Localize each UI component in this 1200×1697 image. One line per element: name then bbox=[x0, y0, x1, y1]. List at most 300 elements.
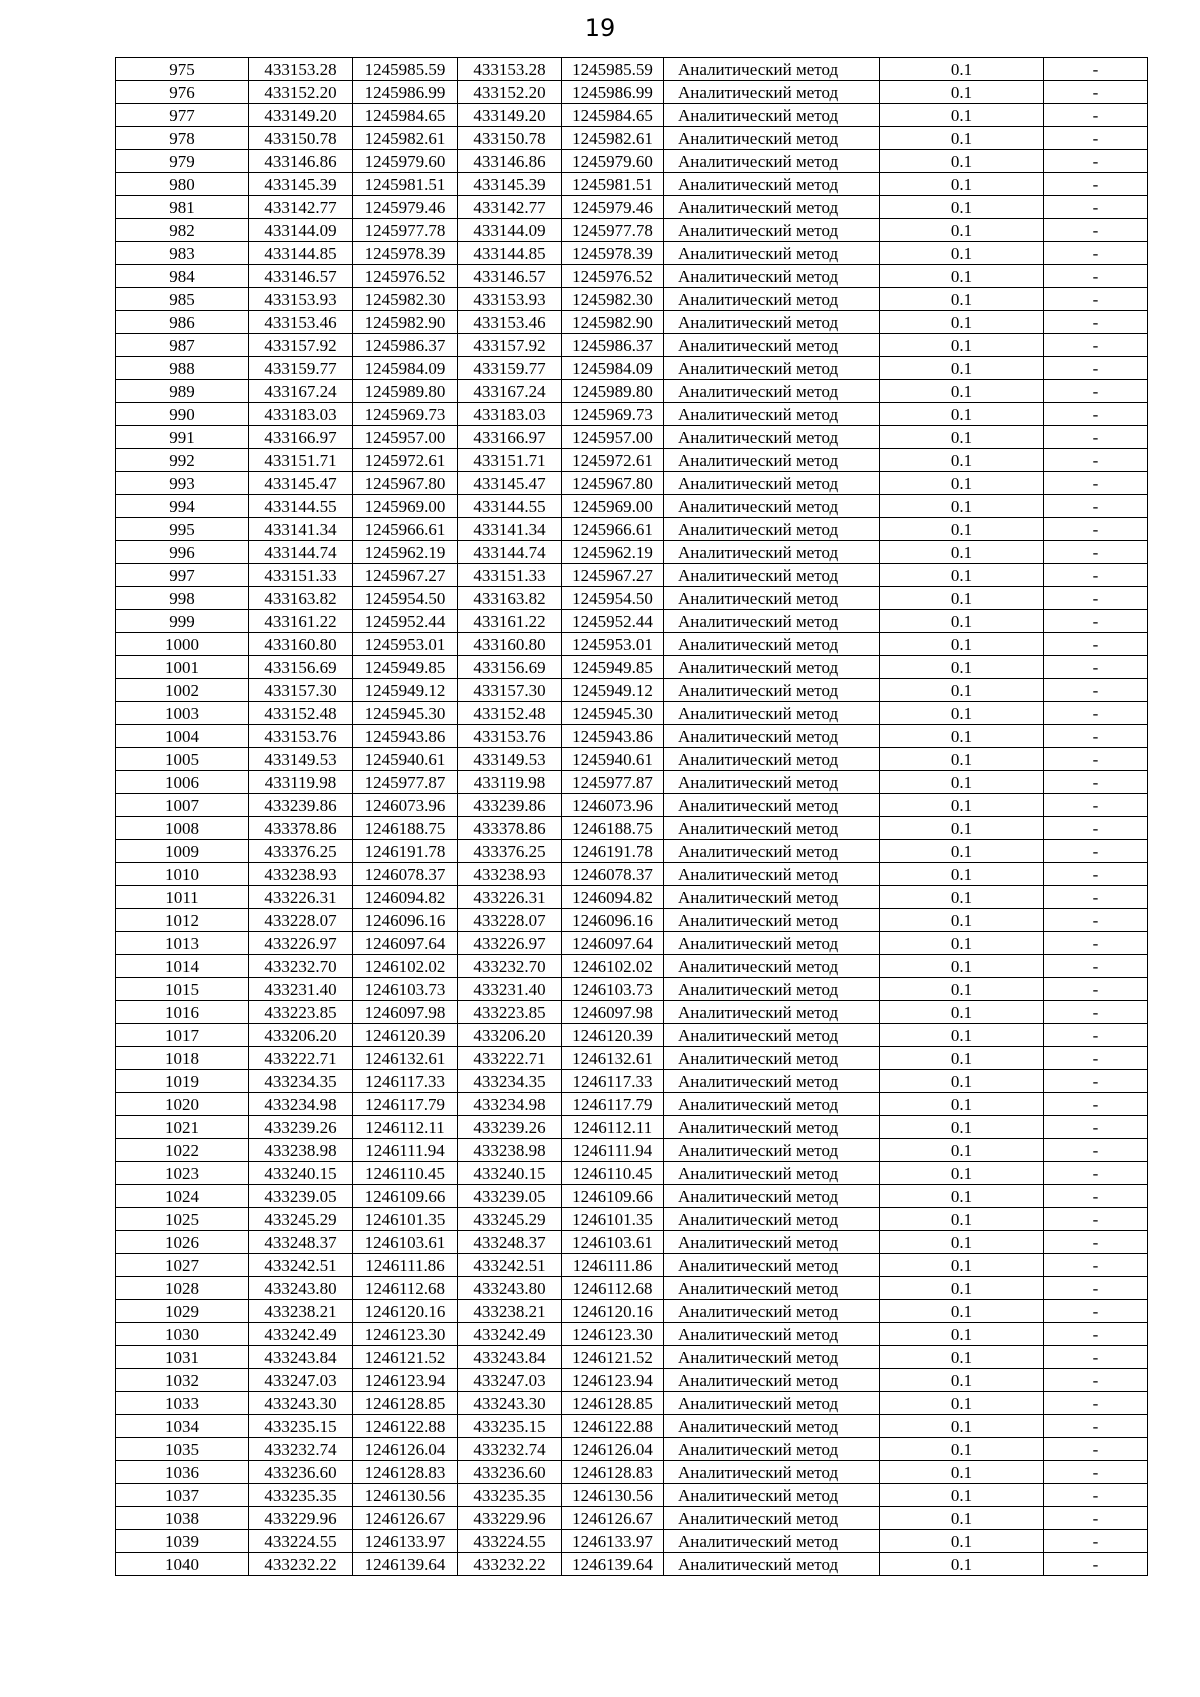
x-existing-cell: 433144.74 bbox=[249, 541, 353, 564]
x-refined-cell: 433151.71 bbox=[458, 449, 562, 472]
x-existing-cell: 433152.48 bbox=[249, 702, 353, 725]
x-existing-cell: 433248.37 bbox=[249, 1231, 353, 1254]
point-number-cell: 990 bbox=[116, 403, 249, 426]
y-refined-cell: 1245957.00 bbox=[562, 426, 664, 449]
y-existing-cell: 1246073.96 bbox=[353, 794, 458, 817]
method-cell: Аналитический метод bbox=[664, 357, 880, 380]
y-refined-cell: 1245945.30 bbox=[562, 702, 664, 725]
accuracy-cell: 0.1 bbox=[880, 1231, 1044, 1254]
accuracy-cell: 0.1 bbox=[880, 242, 1044, 265]
y-existing-cell: 1245981.51 bbox=[353, 173, 458, 196]
x-refined-cell: 433167.24 bbox=[458, 380, 562, 403]
y-refined-cell: 1246122.88 bbox=[562, 1415, 664, 1438]
point-number-cell: 997 bbox=[116, 564, 249, 587]
accuracy-cell: 0.1 bbox=[880, 1162, 1044, 1185]
method-cell: Аналитический метод bbox=[664, 81, 880, 104]
y-existing-cell: 1245969.73 bbox=[353, 403, 458, 426]
y-existing-cell: 1245945.30 bbox=[353, 702, 458, 725]
y-existing-cell: 1245984.09 bbox=[353, 357, 458, 380]
accuracy-cell: 0.1 bbox=[880, 1346, 1044, 1369]
point-number-cell: 1037 bbox=[116, 1484, 249, 1507]
point-number-cell: 1003 bbox=[116, 702, 249, 725]
point-number-cell: 988 bbox=[116, 357, 249, 380]
accuracy-cell: 0.1 bbox=[880, 725, 1044, 748]
note-cell: - bbox=[1044, 1093, 1148, 1116]
note-cell: - bbox=[1044, 587, 1148, 610]
note-cell: - bbox=[1044, 863, 1148, 886]
y-existing-cell: 1245986.99 bbox=[353, 81, 458, 104]
x-existing-cell: 433142.77 bbox=[249, 196, 353, 219]
accuracy-cell: 0.1 bbox=[880, 978, 1044, 1001]
y-refined-cell: 1245969.73 bbox=[562, 403, 664, 426]
x-refined-cell: 433222.71 bbox=[458, 1047, 562, 1070]
y-existing-cell: 1245982.90 bbox=[353, 311, 458, 334]
y-existing-cell: 1245972.61 bbox=[353, 449, 458, 472]
point-number-cell: 991 bbox=[116, 426, 249, 449]
method-cell: Аналитический метод bbox=[664, 1553, 880, 1576]
accuracy-cell: 0.1 bbox=[880, 656, 1044, 679]
x-existing-cell: 433240.15 bbox=[249, 1162, 353, 1185]
table-row bbox=[116, 58, 1148, 81]
y-existing-cell: 1246188.75 bbox=[353, 817, 458, 840]
y-refined-cell: 1245986.37 bbox=[562, 334, 664, 357]
point-number-cell: 1023 bbox=[116, 1162, 249, 1185]
table-row bbox=[116, 150, 1148, 173]
table-row bbox=[116, 219, 1148, 242]
y-existing-cell: 1246109.66 bbox=[353, 1185, 458, 1208]
point-number-cell: 998 bbox=[116, 587, 249, 610]
y-refined-cell: 1246112.68 bbox=[562, 1277, 664, 1300]
table-row bbox=[116, 840, 1148, 863]
point-number-cell: 977 bbox=[116, 104, 249, 127]
point-number-cell: 989 bbox=[116, 380, 249, 403]
note-cell: - bbox=[1044, 771, 1148, 794]
point-number-cell: 1010 bbox=[116, 863, 249, 886]
x-refined-cell: 433224.55 bbox=[458, 1530, 562, 1553]
accuracy-cell: 0.1 bbox=[880, 1254, 1044, 1277]
method-cell: Аналитический метод bbox=[664, 1484, 880, 1507]
y-refined-cell: 1245979.60 bbox=[562, 150, 664, 173]
note-cell: - bbox=[1044, 564, 1148, 587]
y-existing-cell: 1246097.98 bbox=[353, 1001, 458, 1024]
accuracy-cell: 0.1 bbox=[880, 403, 1044, 426]
x-refined-cell: 433153.46 bbox=[458, 311, 562, 334]
y-refined-cell: 1245943.86 bbox=[562, 725, 664, 748]
note-cell: - bbox=[1044, 1300, 1148, 1323]
point-number-cell: 978 bbox=[116, 127, 249, 150]
point-number-cell: 992 bbox=[116, 449, 249, 472]
table-row bbox=[116, 380, 1148, 403]
accuracy-cell: 0.1 bbox=[880, 633, 1044, 656]
method-cell: Аналитический метод bbox=[664, 1415, 880, 1438]
method-cell: Аналитический метод bbox=[664, 495, 880, 518]
x-existing-cell: 433160.80 bbox=[249, 633, 353, 656]
table-row bbox=[116, 1415, 1148, 1438]
point-number-cell: 1026 bbox=[116, 1231, 249, 1254]
table-row bbox=[116, 1484, 1148, 1507]
y-refined-cell: 1245977.78 bbox=[562, 219, 664, 242]
y-refined-cell: 1246120.16 bbox=[562, 1300, 664, 1323]
method-cell: Аналитический метод bbox=[664, 1162, 880, 1185]
note-cell: - bbox=[1044, 1185, 1148, 1208]
point-number-cell: 1008 bbox=[116, 817, 249, 840]
x-existing-cell: 433238.21 bbox=[249, 1300, 353, 1323]
y-refined-cell: 1246120.39 bbox=[562, 1024, 664, 1047]
method-cell: Аналитический метод bbox=[664, 794, 880, 817]
table-row bbox=[116, 1553, 1148, 1576]
x-existing-cell: 433149.20 bbox=[249, 104, 353, 127]
point-number-cell: 1020 bbox=[116, 1093, 249, 1116]
note-cell: - bbox=[1044, 288, 1148, 311]
point-number-cell: 1040 bbox=[116, 1553, 249, 1576]
note-cell: - bbox=[1044, 1254, 1148, 1277]
y-refined-cell: 1246111.94 bbox=[562, 1139, 664, 1162]
point-number-cell: 1022 bbox=[116, 1139, 249, 1162]
method-cell: Аналитический метод bbox=[664, 725, 880, 748]
x-existing-cell: 433226.31 bbox=[249, 886, 353, 909]
point-number-cell: 994 bbox=[116, 495, 249, 518]
x-existing-cell: 433152.20 bbox=[249, 81, 353, 104]
table-row bbox=[116, 817, 1148, 840]
y-existing-cell: 1246128.83 bbox=[353, 1461, 458, 1484]
table-row bbox=[116, 104, 1148, 127]
note-cell: - bbox=[1044, 1346, 1148, 1369]
note-cell: - bbox=[1044, 495, 1148, 518]
accuracy-cell: 0.1 bbox=[880, 794, 1044, 817]
y-existing-cell: 1246120.39 bbox=[353, 1024, 458, 1047]
point-number-cell: 986 bbox=[116, 311, 249, 334]
x-refined-cell: 433226.97 bbox=[458, 932, 562, 955]
x-refined-cell: 433144.74 bbox=[458, 541, 562, 564]
y-refined-cell: 1246078.37 bbox=[562, 863, 664, 886]
point-number-cell: 981 bbox=[116, 196, 249, 219]
x-existing-cell: 433153.93 bbox=[249, 288, 353, 311]
method-cell: Аналитический метод bbox=[664, 886, 880, 909]
method-cell: Аналитический метод bbox=[664, 104, 880, 127]
point-number-cell: 1024 bbox=[116, 1185, 249, 1208]
x-existing-cell: 433231.40 bbox=[249, 978, 353, 1001]
note-cell: - bbox=[1044, 886, 1148, 909]
accuracy-cell: 0.1 bbox=[880, 1553, 1044, 1576]
table-row bbox=[116, 771, 1148, 794]
x-refined-cell: 433153.76 bbox=[458, 725, 562, 748]
point-number-cell: 1001 bbox=[116, 656, 249, 679]
table-row bbox=[116, 1116, 1148, 1139]
x-refined-cell: 433248.37 bbox=[458, 1231, 562, 1254]
table-row bbox=[116, 1047, 1148, 1070]
x-existing-cell: 433239.05 bbox=[249, 1185, 353, 1208]
x-existing-cell: 433144.09 bbox=[249, 219, 353, 242]
note-cell: - bbox=[1044, 242, 1148, 265]
point-number-cell: 1016 bbox=[116, 1001, 249, 1024]
note-cell: - bbox=[1044, 1139, 1148, 1162]
method-cell: Аналитический метод bbox=[664, 1369, 880, 1392]
x-refined-cell: 433166.97 bbox=[458, 426, 562, 449]
accuracy-cell: 0.1 bbox=[880, 1070, 1044, 1093]
note-cell: - bbox=[1044, 58, 1148, 81]
x-existing-cell: 433161.22 bbox=[249, 610, 353, 633]
table-row bbox=[116, 265, 1148, 288]
y-existing-cell: 1246133.97 bbox=[353, 1530, 458, 1553]
table-row bbox=[116, 311, 1148, 334]
note-cell: - bbox=[1044, 104, 1148, 127]
x-existing-cell: 433153.28 bbox=[249, 58, 353, 81]
point-number-cell: 987 bbox=[116, 334, 249, 357]
y-refined-cell: 1245953.01 bbox=[562, 633, 664, 656]
accuracy-cell: 0.1 bbox=[880, 288, 1044, 311]
method-cell: Аналитический метод bbox=[664, 1185, 880, 1208]
method-cell: Аналитический метод bbox=[664, 748, 880, 771]
y-refined-cell: 1246097.64 bbox=[562, 932, 664, 955]
note-cell: - bbox=[1044, 1323, 1148, 1346]
y-refined-cell: 1245967.80 bbox=[562, 472, 664, 495]
x-existing-cell: 433242.49 bbox=[249, 1323, 353, 1346]
point-number-cell: 999 bbox=[116, 610, 249, 633]
y-existing-cell: 1246102.02 bbox=[353, 955, 458, 978]
accuracy-cell: 0.1 bbox=[880, 1001, 1044, 1024]
x-refined-cell: 433152.20 bbox=[458, 81, 562, 104]
note-cell: - bbox=[1044, 426, 1148, 449]
accuracy-cell: 0.1 bbox=[880, 1507, 1044, 1530]
coordinates-table bbox=[115, 57, 1148, 1576]
table-row bbox=[116, 1024, 1148, 1047]
method-cell: Аналитический метод bbox=[664, 288, 880, 311]
note-cell: - bbox=[1044, 1047, 1148, 1070]
note-cell: - bbox=[1044, 541, 1148, 564]
note-cell: - bbox=[1044, 656, 1148, 679]
y-refined-cell: 1245969.00 bbox=[562, 495, 664, 518]
x-existing-cell: 433206.20 bbox=[249, 1024, 353, 1047]
y-refined-cell: 1246123.94 bbox=[562, 1369, 664, 1392]
note-cell: - bbox=[1044, 1369, 1148, 1392]
x-refined-cell: 433378.86 bbox=[458, 817, 562, 840]
note-cell: - bbox=[1044, 1484, 1148, 1507]
accuracy-cell: 0.1 bbox=[880, 1185, 1044, 1208]
y-existing-cell: 1245949.85 bbox=[353, 656, 458, 679]
note-cell: - bbox=[1044, 909, 1148, 932]
method-cell: Аналитический метод bbox=[664, 311, 880, 334]
x-refined-cell: 433160.80 bbox=[458, 633, 562, 656]
table-row bbox=[116, 794, 1148, 817]
accuracy-cell: 0.1 bbox=[880, 587, 1044, 610]
note-cell: - bbox=[1044, 794, 1148, 817]
table-row bbox=[116, 1093, 1148, 1116]
method-cell: Аналитический метод bbox=[664, 472, 880, 495]
x-refined-cell: 433376.25 bbox=[458, 840, 562, 863]
y-refined-cell: 1246112.11 bbox=[562, 1116, 664, 1139]
accuracy-cell: 0.1 bbox=[880, 1530, 1044, 1553]
table-row bbox=[116, 1392, 1148, 1415]
accuracy-cell: 0.1 bbox=[880, 610, 1044, 633]
table-row bbox=[116, 541, 1148, 564]
x-existing-cell: 433153.76 bbox=[249, 725, 353, 748]
y-refined-cell: 1246101.35 bbox=[562, 1208, 664, 1231]
note-cell: - bbox=[1044, 1530, 1148, 1553]
x-refined-cell: 433146.57 bbox=[458, 265, 562, 288]
y-refined-cell: 1245982.30 bbox=[562, 288, 664, 311]
y-refined-cell: 1246128.83 bbox=[562, 1461, 664, 1484]
table-row bbox=[116, 1208, 1148, 1231]
y-refined-cell: 1246128.85 bbox=[562, 1392, 664, 1415]
point-number-cell: 1015 bbox=[116, 978, 249, 1001]
table-row bbox=[116, 288, 1148, 311]
method-cell: Аналитический метод bbox=[664, 150, 880, 173]
y-existing-cell: 1245949.12 bbox=[353, 679, 458, 702]
y-existing-cell: 1245957.00 bbox=[353, 426, 458, 449]
accuracy-cell: 0.1 bbox=[880, 495, 1044, 518]
point-number-cell: 1005 bbox=[116, 748, 249, 771]
note-cell: - bbox=[1044, 472, 1148, 495]
point-number-cell: 1039 bbox=[116, 1530, 249, 1553]
method-cell: Аналитический метод bbox=[664, 909, 880, 932]
x-refined-cell: 433146.86 bbox=[458, 150, 562, 173]
y-refined-cell: 1246126.67 bbox=[562, 1507, 664, 1530]
point-number-cell: 1029 bbox=[116, 1300, 249, 1323]
y-existing-cell: 1245979.60 bbox=[353, 150, 458, 173]
point-number-cell: 1038 bbox=[116, 1507, 249, 1530]
accuracy-cell: 0.1 bbox=[880, 380, 1044, 403]
x-existing-cell: 433242.51 bbox=[249, 1254, 353, 1277]
y-existing-cell: 1245976.52 bbox=[353, 265, 458, 288]
x-existing-cell: 433223.85 bbox=[249, 1001, 353, 1024]
method-cell: Аналитический метод bbox=[664, 932, 880, 955]
x-refined-cell: 433232.70 bbox=[458, 955, 562, 978]
y-existing-cell: 1246120.16 bbox=[353, 1300, 458, 1323]
y-refined-cell: 1246188.75 bbox=[562, 817, 664, 840]
x-refined-cell: 433243.84 bbox=[458, 1346, 562, 1369]
accuracy-cell: 0.1 bbox=[880, 748, 1044, 771]
method-cell: Аналитический метод bbox=[664, 219, 880, 242]
accuracy-cell: 0.1 bbox=[880, 955, 1044, 978]
x-existing-cell: 433157.92 bbox=[249, 334, 353, 357]
y-refined-cell: 1246111.86 bbox=[562, 1254, 664, 1277]
y-refined-cell: 1245940.61 bbox=[562, 748, 664, 771]
accuracy-cell: 0.1 bbox=[880, 311, 1044, 334]
y-existing-cell: 1246094.82 bbox=[353, 886, 458, 909]
note-cell: - bbox=[1044, 725, 1148, 748]
y-existing-cell: 1246103.73 bbox=[353, 978, 458, 1001]
point-number-cell: 1014 bbox=[116, 955, 249, 978]
y-refined-cell: 1246097.98 bbox=[562, 1001, 664, 1024]
table-row bbox=[116, 81, 1148, 104]
point-number-cell: 976 bbox=[116, 81, 249, 104]
y-refined-cell: 1246103.61 bbox=[562, 1231, 664, 1254]
y-existing-cell: 1245954.50 bbox=[353, 587, 458, 610]
x-existing-cell: 433156.69 bbox=[249, 656, 353, 679]
note-cell: - bbox=[1044, 840, 1148, 863]
accuracy-cell: 0.1 bbox=[880, 771, 1044, 794]
x-refined-cell: 433206.20 bbox=[458, 1024, 562, 1047]
x-refined-cell: 433234.98 bbox=[458, 1093, 562, 1116]
table-row bbox=[116, 1530, 1148, 1553]
y-existing-cell: 1246130.56 bbox=[353, 1484, 458, 1507]
table-row bbox=[116, 564, 1148, 587]
x-existing-cell: 433232.22 bbox=[249, 1553, 353, 1576]
y-refined-cell: 1245967.27 bbox=[562, 564, 664, 587]
table-row bbox=[116, 955, 1148, 978]
x-existing-cell: 433119.98 bbox=[249, 771, 353, 794]
point-number-cell: 985 bbox=[116, 288, 249, 311]
x-existing-cell: 433144.85 bbox=[249, 242, 353, 265]
y-existing-cell: 1245969.00 bbox=[353, 495, 458, 518]
y-existing-cell: 1245940.61 bbox=[353, 748, 458, 771]
y-existing-cell: 1246122.88 bbox=[353, 1415, 458, 1438]
x-existing-cell: 433167.24 bbox=[249, 380, 353, 403]
table-row bbox=[116, 1346, 1148, 1369]
y-refined-cell: 1246117.33 bbox=[562, 1070, 664, 1093]
table-row bbox=[116, 472, 1148, 495]
method-cell: Аналитический метод bbox=[664, 1323, 880, 1346]
note-cell: - bbox=[1044, 265, 1148, 288]
accuracy-cell: 0.1 bbox=[880, 1323, 1044, 1346]
method-cell: Аналитический метод bbox=[664, 702, 880, 725]
x-existing-cell: 433238.98 bbox=[249, 1139, 353, 1162]
accuracy-cell: 0.1 bbox=[880, 1415, 1044, 1438]
accuracy-cell: 0.1 bbox=[880, 219, 1044, 242]
table-row bbox=[116, 1231, 1148, 1254]
x-refined-cell: 433156.69 bbox=[458, 656, 562, 679]
y-existing-cell: 1246096.16 bbox=[353, 909, 458, 932]
method-cell: Аналитический метод bbox=[664, 587, 880, 610]
x-refined-cell: 433150.78 bbox=[458, 127, 562, 150]
method-cell: Аналитический метод bbox=[664, 449, 880, 472]
x-existing-cell: 433235.15 bbox=[249, 1415, 353, 1438]
table-row bbox=[116, 679, 1148, 702]
accuracy-cell: 0.1 bbox=[880, 1208, 1044, 1231]
x-refined-cell: 433238.93 bbox=[458, 863, 562, 886]
accuracy-cell: 0.1 bbox=[880, 909, 1044, 932]
y-refined-cell: 1245972.61 bbox=[562, 449, 664, 472]
x-refined-cell: 433229.96 bbox=[458, 1507, 562, 1530]
note-cell: - bbox=[1044, 702, 1148, 725]
point-number-cell: 1004 bbox=[116, 725, 249, 748]
x-existing-cell: 433145.47 bbox=[249, 472, 353, 495]
x-refined-cell: 433240.15 bbox=[458, 1162, 562, 1185]
accuracy-cell: 0.1 bbox=[880, 1438, 1044, 1461]
x-refined-cell: 433157.92 bbox=[458, 334, 562, 357]
table-row bbox=[116, 334, 1148, 357]
table-row bbox=[116, 587, 1148, 610]
method-cell: Аналитический метод bbox=[664, 817, 880, 840]
y-refined-cell: 1246121.52 bbox=[562, 1346, 664, 1369]
x-refined-cell: 433152.48 bbox=[458, 702, 562, 725]
y-existing-cell: 1246117.33 bbox=[353, 1070, 458, 1093]
x-existing-cell: 433245.29 bbox=[249, 1208, 353, 1231]
x-existing-cell: 433226.97 bbox=[249, 932, 353, 955]
table-body bbox=[116, 58, 1148, 1576]
y-refined-cell: 1246130.56 bbox=[562, 1484, 664, 1507]
table-row bbox=[116, 1300, 1148, 1323]
table-row bbox=[116, 357, 1148, 380]
y-existing-cell: 1246121.52 bbox=[353, 1346, 458, 1369]
method-cell: Аналитический метод bbox=[664, 541, 880, 564]
accuracy-cell: 0.1 bbox=[880, 1300, 1044, 1323]
accuracy-cell: 0.1 bbox=[880, 1392, 1044, 1415]
method-cell: Аналитический метод bbox=[664, 633, 880, 656]
point-number-cell: 1007 bbox=[116, 794, 249, 817]
table-row bbox=[116, 1139, 1148, 1162]
x-existing-cell: 433378.86 bbox=[249, 817, 353, 840]
point-number-cell: 1032 bbox=[116, 1369, 249, 1392]
y-refined-cell: 1246073.96 bbox=[562, 794, 664, 817]
point-number-cell: 1028 bbox=[116, 1277, 249, 1300]
method-cell: Аналитический метод bbox=[664, 242, 880, 265]
y-existing-cell: 1246132.61 bbox=[353, 1047, 458, 1070]
note-cell: - bbox=[1044, 679, 1148, 702]
x-existing-cell: 433243.30 bbox=[249, 1392, 353, 1415]
accuracy-cell: 0.1 bbox=[880, 679, 1044, 702]
note-cell: - bbox=[1044, 610, 1148, 633]
